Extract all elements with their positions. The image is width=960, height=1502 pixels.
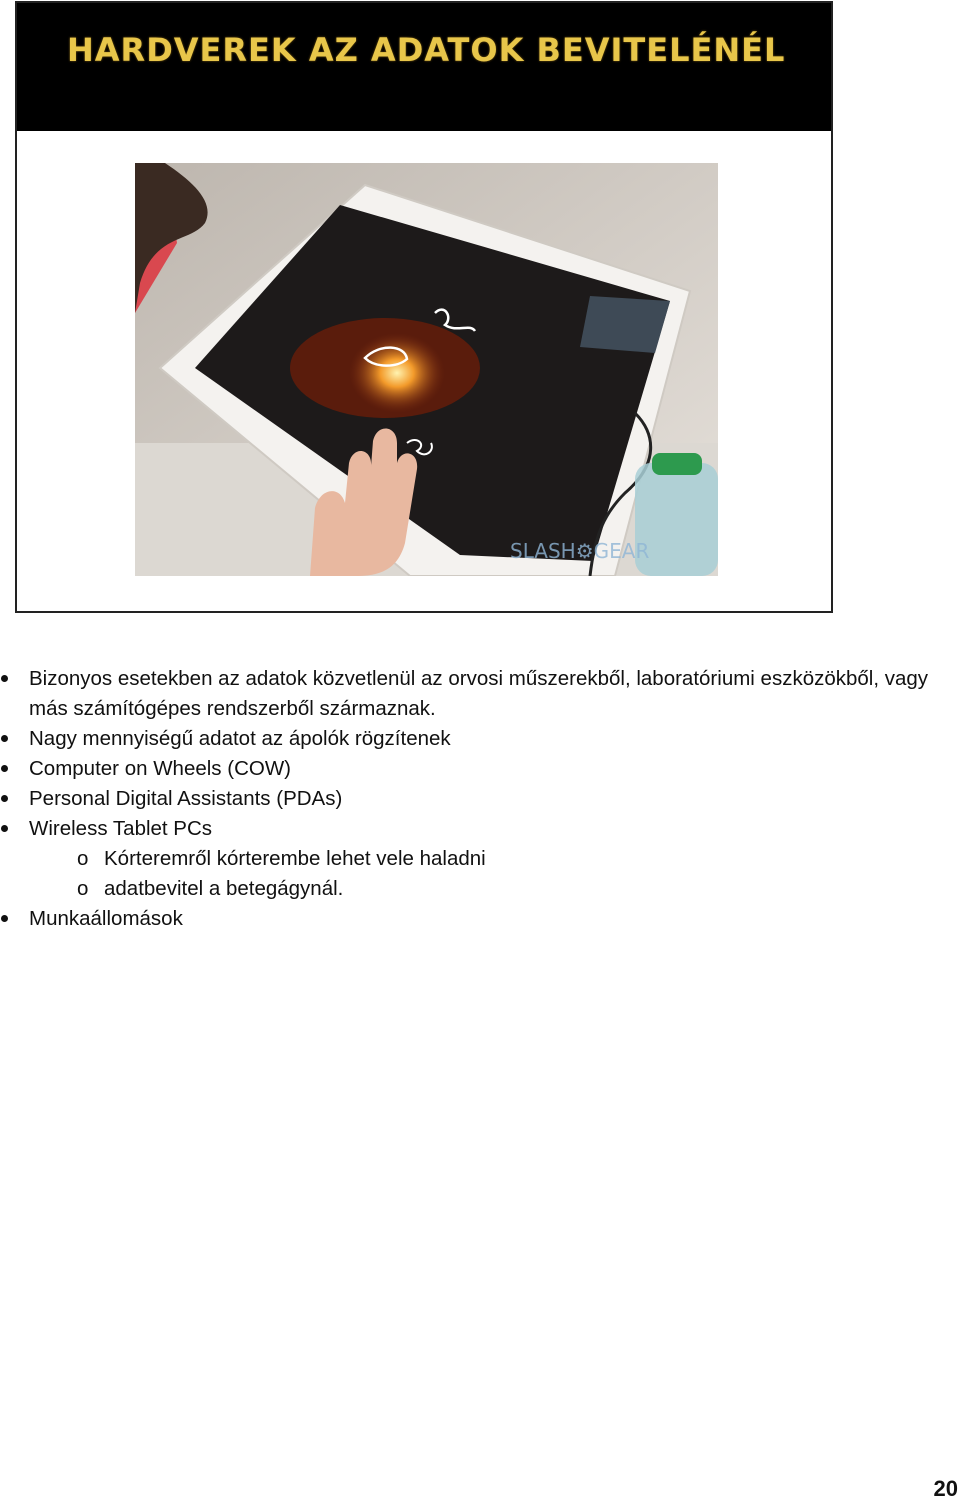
bullet-icon bbox=[1, 735, 8, 742]
bullet-icon bbox=[1, 915, 8, 922]
bullet-icon bbox=[1, 765, 8, 772]
sub-list-item-text: Kórteremről kórterembe lehet vele haladni bbox=[104, 847, 486, 870]
sub-bullet-marker: o bbox=[77, 847, 89, 870]
list-item bbox=[0, 814, 960, 844]
bullet-icon bbox=[1, 675, 8, 682]
slide-frame bbox=[15, 1, 833, 613]
photo-watermark: SLASH⚙GEAR bbox=[510, 539, 650, 563]
bullet-icon bbox=[1, 795, 8, 802]
list-item-text: Nagy mennyiségű adatot az ápolók rögzítenek bbox=[29, 727, 451, 750]
list-item bbox=[0, 724, 960, 754]
scan-highlight bbox=[349, 333, 445, 413]
page-number: 20 bbox=[933, 1476, 958, 1501]
list-item bbox=[0, 754, 960, 784]
sub-list-item bbox=[0, 844, 960, 874]
list-item-text: Munkaállomások bbox=[29, 907, 183, 930]
tablet-photo bbox=[135, 163, 718, 576]
list-item bbox=[0, 784, 960, 814]
list-item bbox=[0, 904, 960, 934]
list-item-text: Computer on Wheels (COW) bbox=[29, 757, 292, 780]
bullet-icon bbox=[1, 825, 8, 832]
slide-header bbox=[17, 3, 831, 131]
list-item-text: Personal Digital Assistants (PDAs) bbox=[29, 787, 343, 810]
slide-title: HARDVEREK AZ ADATOK BEVITELÉNÉL bbox=[67, 31, 786, 69]
bottle-cap bbox=[652, 453, 702, 475]
list-item-text: Bizonyos esetekben az adatok közvetlenül az orvosi műszerekből, laboratóriumi eszközökből, vagy más számítógépes rendszerből származnak. bbox=[29, 667, 929, 720]
sub-list-item bbox=[0, 874, 960, 904]
list-item-text: Wireless Tablet PCs bbox=[29, 817, 213, 840]
notes-list bbox=[0, 664, 960, 934]
list-item bbox=[0, 664, 960, 724]
sub-bullet-marker: o bbox=[77, 877, 89, 900]
sub-list-item-text: adatbevitel a betegágynál. bbox=[104, 877, 344, 900]
screen-side-panel bbox=[580, 296, 670, 353]
